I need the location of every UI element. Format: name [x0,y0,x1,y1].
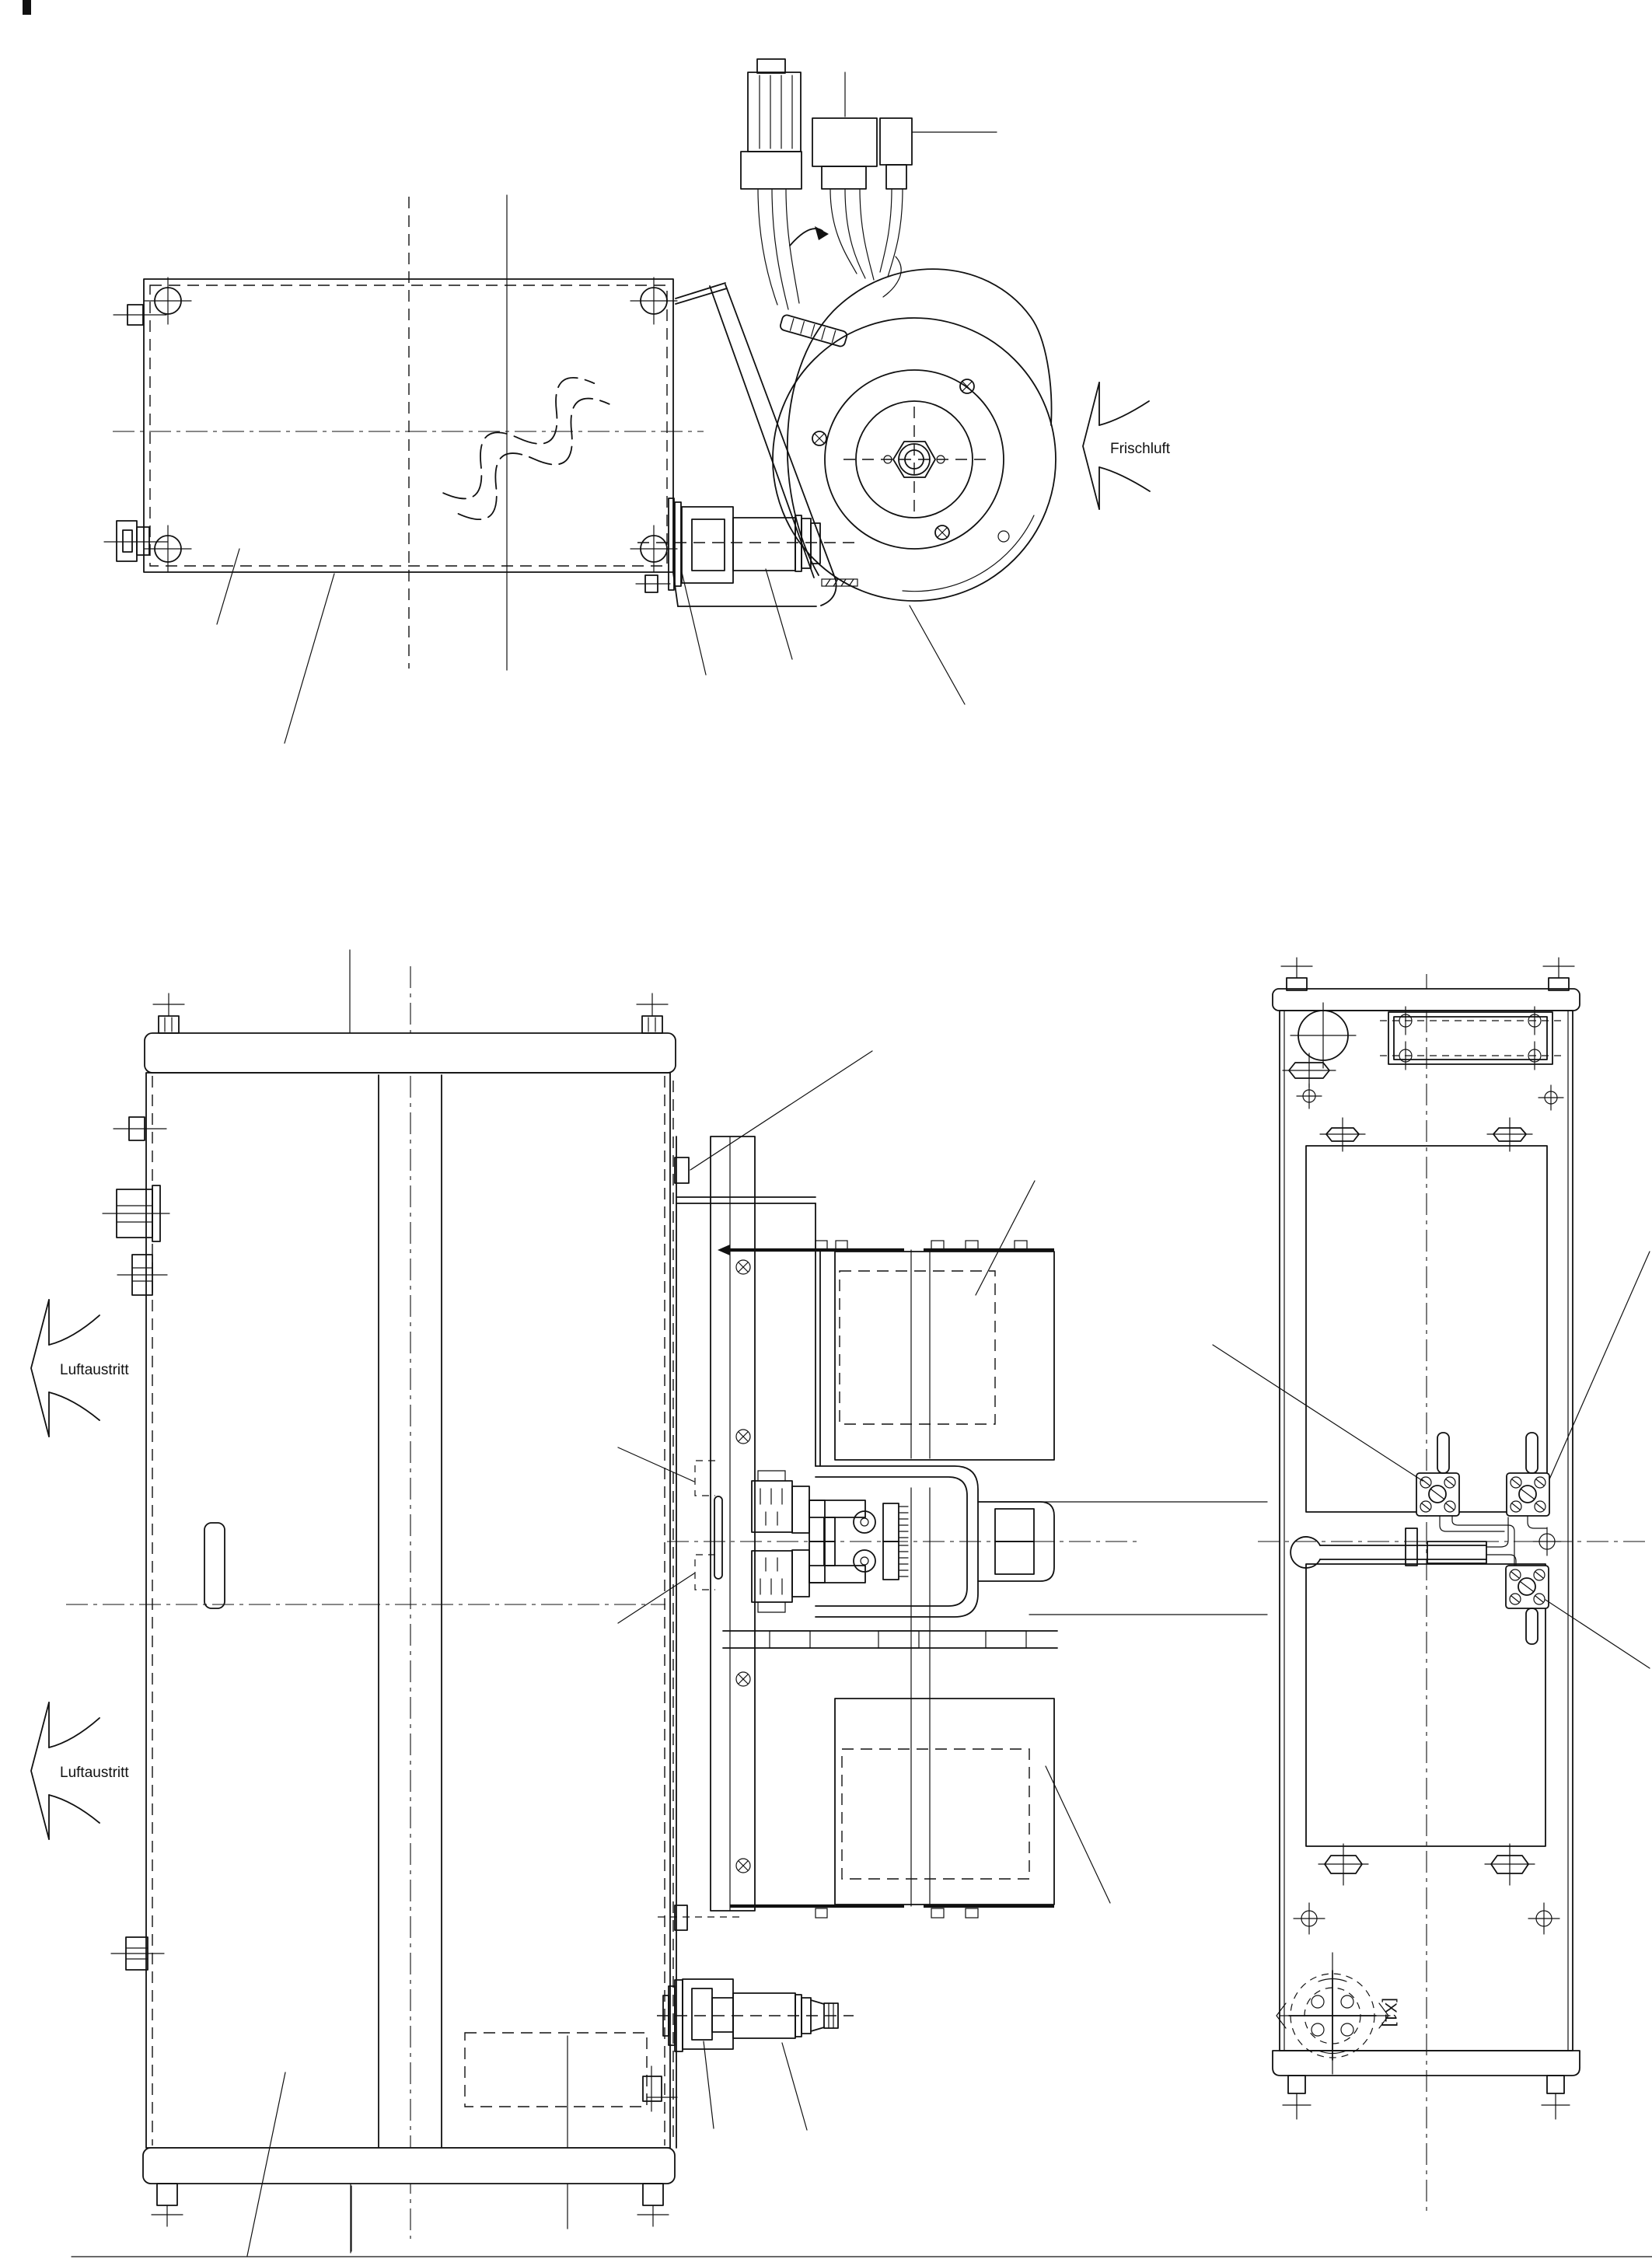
small-hole [1297,1084,1322,1109]
top-view-leaders [217,549,965,743]
connector-multipin [741,59,802,189]
wall-bolt [675,1051,872,1183]
corner-hole [630,278,677,324]
hidden-heat-exchanger [842,1749,1029,1879]
front-view [31,950,677,2256]
grommet-stamp-icon [1277,1953,1390,2074]
rear-view-leaders [1213,1252,1650,1668]
section-view-leaders [618,1181,1267,2130]
base-plinth [723,1631,1057,1648]
corner-hole [630,525,677,572]
page-artifacts [23,0,1652,2257]
corner-hole [145,278,191,324]
luftaustritt-lower-label: Luftaustritt [60,1765,129,1781]
top-cover [718,1241,1054,1255]
cable-hole [1291,1003,1356,1068]
terminal-block [1507,1473,1549,1516]
fan-screw [960,379,974,393]
hidden-brackets [695,1461,715,1590]
burner-components [752,1471,1034,1541]
small-hole [1538,1085,1563,1110]
drain-valve [643,1905,854,2111]
side-bolt-cluster [104,521,168,561]
connector-ref-label: [X1] [1381,1998,1399,2027]
screw [736,1672,750,1686]
side-bolt [114,305,166,325]
screw [736,1260,750,1274]
luftaustritt-upper-label: Luftaustritt [60,1362,129,1378]
frischluft-label: Frischluft [1110,441,1171,457]
clamp-tab [714,1496,722,1579]
cable-sleeve [779,314,847,347]
hidden-opening [465,2033,647,2107]
fan-column [676,1197,820,1466]
fan-screw [812,431,826,445]
hinge-tab [204,1523,225,1608]
connector-wires [758,189,903,309]
top-view [104,59,1171,743]
fan-screw [935,525,949,539]
frame-channel [711,1136,755,1911]
pump-assembly [636,498,820,592]
lower-box [835,1699,1054,1905]
hex-nut [1318,1844,1368,1885]
connector-plug-a [812,72,877,189]
upper-box [835,1252,1054,1460]
bottom-flange [143,2148,675,2226]
bolt [636,575,670,592]
wall-hole [1533,1528,1561,1555]
connector-plug-b [880,118,997,189]
casing-box [104,278,677,572]
side-bolts [103,1117,169,1970]
rear-view [1213,958,1650,2214]
terminal-block [1416,1473,1459,1516]
casing-body [146,1073,677,2229]
screw [736,1430,750,1444]
hex-plug [1283,1053,1336,1088]
electrical-connectors [741,59,997,347]
corner-hole [145,525,191,572]
mounting-plate-rear [1380,1007,1561,1070]
break-lines [911,1250,930,1906]
heating-coil [431,367,621,530]
hidden-heat-exchanger [840,1271,995,1424]
small-hole [1528,1903,1559,1934]
terminal-pins [1437,1433,1538,1644]
hex-nut [1485,1844,1535,1885]
top-view-centerlines [113,195,986,670]
small-hole [1294,1903,1325,1934]
front-view-centerlines [66,950,665,2253]
section-view [618,1051,1267,2148]
terminal-block [1506,1566,1549,1608]
bottom-cover [730,1906,1054,1918]
rear-view-centerlines [1258,974,1650,2214]
screw [736,1859,750,1873]
rotation-arrow-icon [790,226,829,246]
